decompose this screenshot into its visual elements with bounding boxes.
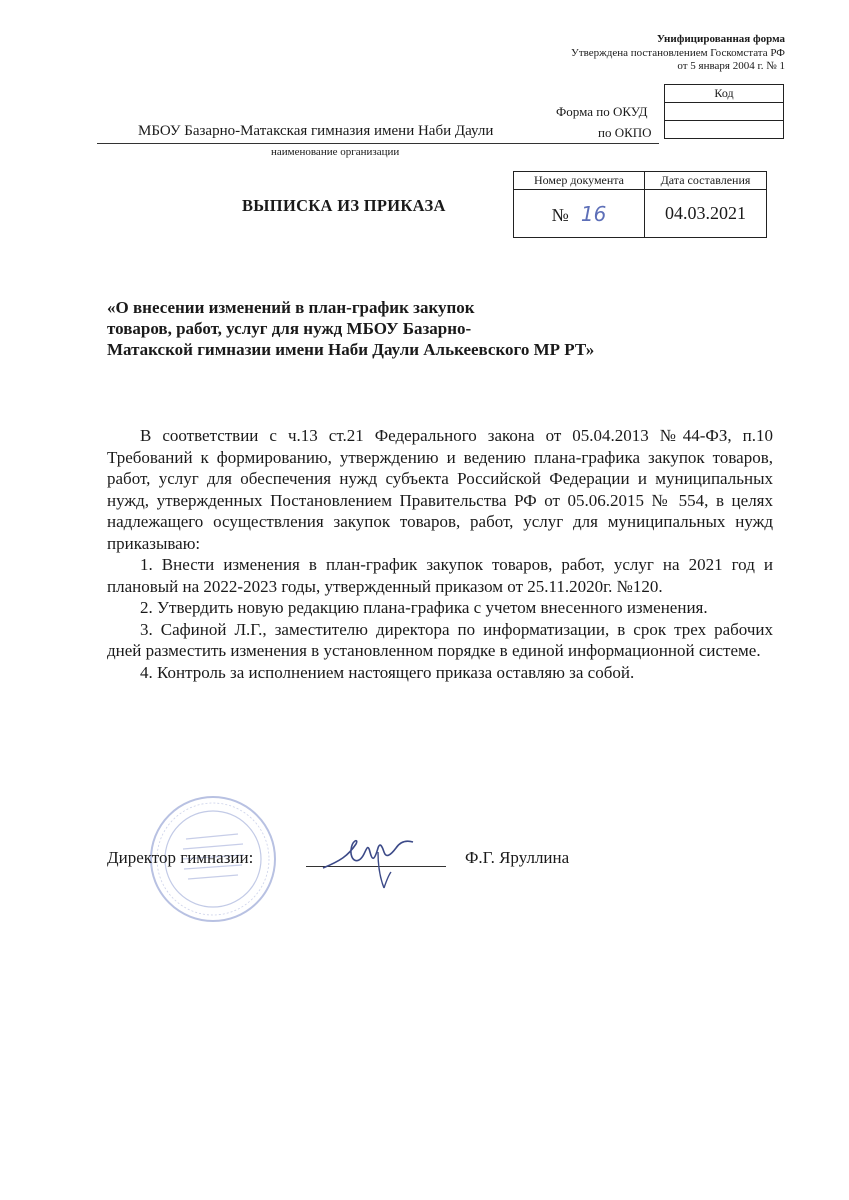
order-body — [107, 425, 773, 683]
form-approval-note — [571, 47, 785, 73]
doc-number-cell — [514, 190, 645, 238]
document-number-table — [513, 171, 767, 238]
handwritten-number: 16 — [580, 201, 607, 226]
order-subject — [107, 297, 667, 360]
order-item-3: 3. Сафиной Л.Г., заместителю директора по информатизации, в срок трех рабочих дней разместить изменения в установленном порядке в единой информационной системе. — [107, 619, 773, 660]
number-sign: № — [551, 204, 569, 225]
order-item-2: 2. Утвердить новую редакцию плана-графика с учетом внесенного изменения. — [140, 598, 708, 617]
okpo-label: по ОКПО — [598, 125, 652, 140]
doc-number-header: Номер документа — [514, 172, 645, 190]
document-title: ВЫПИСКА ИЗ ПРИКАЗА — [242, 196, 446, 215]
order-item-1: 1. Внести изменения в план-график закупок товаров, работ, услуг на 2021 год и плановый на 2022-2023 годы, утвержденный приказом от 25.11.2020г. №120. — [107, 555, 773, 596]
signatory-name: Ф.Г. Яруллина — [465, 848, 570, 867]
organization-underline — [97, 143, 659, 144]
doc-date-cell: 04.03.2021 — [645, 190, 767, 238]
handwritten-signature-icon — [318, 826, 418, 896]
form-approval-line-2: от 5 января 2004 г. № 1 — [677, 60, 785, 72]
unified-form-label: Унифицированная форма — [656, 33, 785, 45]
codes-table — [664, 84, 784, 139]
organization-caption: наименование организации — [271, 146, 400, 158]
order-preamble: В соответствии с ч.13 ст.21 Федерального закона от 05.04.2013 №44-ФЗ, п.10 Требований к формированию, утверждению и ведению плана-графика закупок товаров, работ, услуг для обеспечения нужд субъекта Российской Федерации и муниципальных нужд, утвержденных Постановлением Правительства РФ от 05.06.2015 № 554, в целях надлежащего осуществления закупок товаров, работ, услуг для муниципальных нужд приказываю: — [107, 426, 773, 553]
okud-code-cell — [665, 103, 784, 121]
subject-line-1: «О внесении изменений в план-график закупок — [107, 298, 475, 317]
signatory-position: Директор гимназии: — [107, 848, 254, 867]
okpo-code-cell — [665, 121, 784, 139]
codes-header: Код — [665, 85, 784, 103]
okud-label: Форма по ОКУД — [556, 104, 648, 119]
organization-name: МБОУ Базарно-Матакская гимназия имени Наби Даули — [138, 123, 494, 139]
order-item-4: 4. Контроль за исполнением настоящего приказа оставляю за собой. — [140, 662, 635, 682]
doc-date-header: Дата составления — [645, 172, 767, 190]
subject-line-3: Матакской гимназии имени Наби Даули Алькеевского МР РТ» — [107, 340, 595, 359]
form-approval-line-1: Утверждена постановлением Госкомстата РФ — [571, 47, 785, 59]
subject-line-2: товаров, работ, услуг для нужд МБОУ Базарно- — [107, 319, 472, 338]
